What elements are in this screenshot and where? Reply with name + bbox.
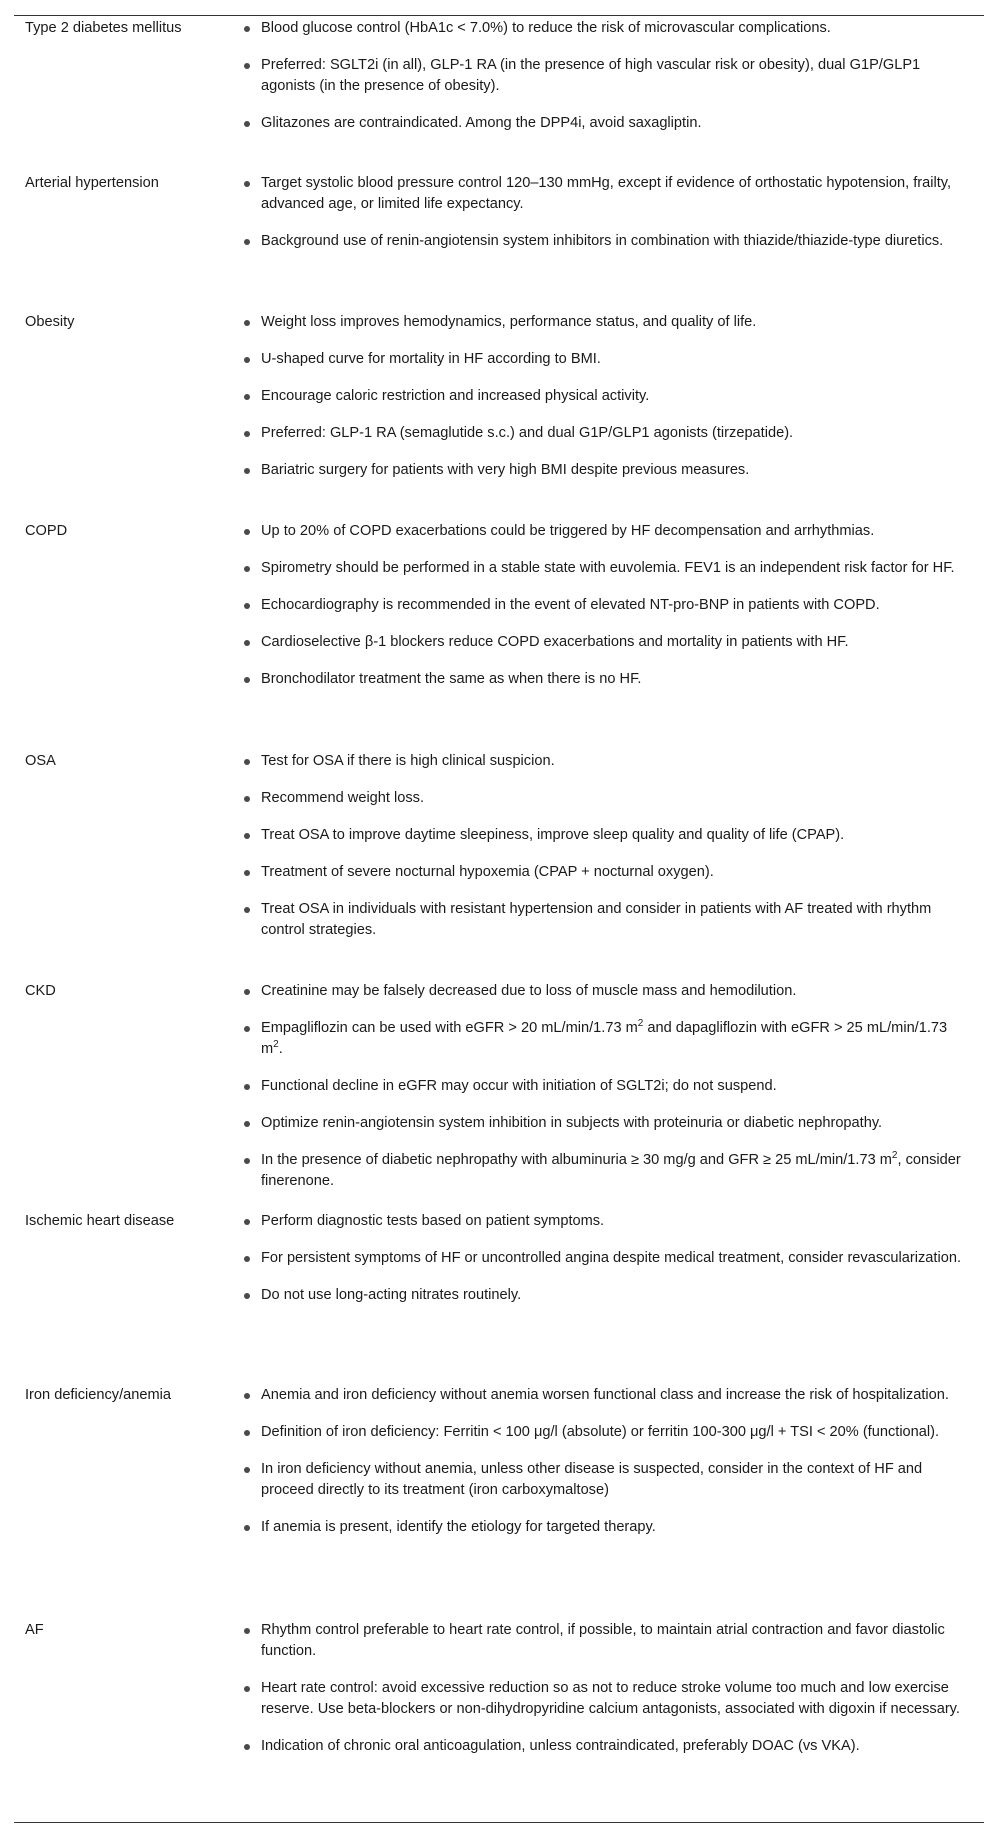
recommendation-text: Optimize renin-angiotensin system inhibition in subjects with proteinuria or diabetic nephropathy. [261,1115,883,1131]
list-item [244,386,964,407]
list-item [244,1285,964,1306]
condition-label: CKD [25,983,56,999]
list-item [244,173,964,215]
list-item [244,1620,964,1662]
recommendation-text: Up to 20% of COPD exacerbations could be triggered by HF decompensation and arrhythmias. [261,523,875,539]
bullet-icon [244,394,250,400]
condition-label: Type 2 diabetes mellitus [25,20,182,36]
recommendation-text: Functional decline in eGFR may occur with initiation of SGLT2i; do not suspend. [261,1078,777,1094]
recommendation-text: Spirometry should be performed in a stable state with euvolemia. FEV1 is an independent risk factor for HF. [261,560,955,576]
list-item [244,1211,964,1232]
list-item [244,632,964,653]
bullet-icon [244,1121,250,1127]
list-item [244,423,964,444]
list-item [244,1736,964,1757]
bullet-icon [244,1293,250,1299]
bullet-icon [244,1467,250,1473]
condition-label: COPD [25,523,68,539]
condition-label: Iron deficiency/anemia [25,1387,172,1403]
bullet-icon [244,239,250,245]
list-item [244,1248,964,1269]
bullet-icon [244,603,250,609]
condition-label: AF [25,1622,44,1638]
list-item [244,788,964,809]
recommendation-text: Treat OSA to improve daytime sleepiness, improve sleep quality and quality of life (CPAP). [261,827,845,843]
recommendation-text: In the presence of diabetic nephropathy with albuminuria ≥ 30 mg/g and GFR ≥ 25 mL/min/1.73 $m^2$, consider finerenone. [261,1150,961,1189]
list-item [244,751,964,772]
bullet-icon [244,1219,250,1225]
list-item [244,1422,964,1443]
recommendation-text: In iron deficiency without anemia, unless other disease is suspected, consider in the context of HF and proceed directly to its treatment (iron carboxymaltose) [261,1461,923,1498]
list-item [244,1150,964,1192]
bullet-icon [244,1430,250,1436]
list-item [244,825,964,846]
bullet-icon [244,1084,250,1090]
list-item [244,349,964,370]
recommendation-text: Anemia and iron deficiency without anemia worsen functional class and increase the risk of hospitalization. [261,1387,949,1403]
list-item [244,460,964,481]
bullet-icon [244,796,250,802]
list-item [244,55,964,97]
recommendation-text: Indication of chronic oral anticoagulation, unless contraindicated, preferably DOAC (vs VKA). [261,1738,860,1754]
bullet-icon [244,1525,250,1531]
recommendation-text: Treatment of severe nocturnal hypoxemia (CPAP + nocturnal oxygen). [261,864,714,880]
bullet-icon [244,357,250,363]
recommendation-list [244,1620,964,1773]
recommendation-text: Target systolic blood pressure control 120–130 mmHg, except if evidence of orthostatic hypotension, frailty, advanced age, or limited life expectancy. [261,175,952,212]
condition-label: Ischemic heart disease [25,1213,175,1229]
recommendation-text: Cardioselective β-1 blockers reduce COPD exacerbations and mortality in patients with HF. [261,634,849,650]
recommendation-text: Empagliflozin can be used with eGFR > 20 mL/min/1.73 $m^2$ and dapagliflozin with eGFR > 25 mL/min/1.73 $m^2$. [261,1018,948,1057]
list-item [244,18,964,39]
condition-label: Arterial hypertension [25,175,159,191]
recommendation-text: Bariatric surgery for patients with very high BMI despite previous measures. [261,462,750,478]
list-item [244,862,964,883]
list-item [244,1678,964,1720]
recommendation-text: Definition of iron deficiency: Ferritin < 100 μg/l (absolute) or ferritin 100-300 μg/l + TSI < 20% (functional). [261,1424,940,1440]
bullet-icon [244,833,250,839]
bullet-icon [244,907,250,913]
bullet-icon [244,640,250,646]
recommendation-text: Creatinine may be falsely decreased due to loss of muscle mass and hemodilution. [261,983,797,999]
recommendation-text: Background use of renin-angiotensin system inhibitors in combination with thiazide/thiazide-type diuretics. [261,233,944,249]
recommendation-list [244,173,964,268]
recommendation-text: Bronchodilator treatment the same as when there is no HF. [261,671,642,687]
bullet-icon [244,870,250,876]
list-item [244,669,964,690]
recommendation-text: Preferred: SGLT2i (in all), GLP-1 RA (in the presence of high vascular risk or obesity), dual G1P/GLP1 agonists (in the presence of obesity). [261,57,921,94]
recommendation-text: Preferred: GLP-1 RA (semaglutide s.c.) and dual G1P/GLP1 agonists (tirzepatide). [261,425,794,441]
bullet-icon [244,1744,250,1750]
list-item [244,1385,964,1406]
list-item [244,1459,964,1501]
bullet-icon [244,989,250,995]
recommendation-text: Echocardiography is recommended in the event of elevated NT-pro-BNP in patients with COPD. [261,597,880,613]
condition-label: Obesity [25,314,75,330]
recommendation-text: Glitazones are contraindicated. Among the DPP4i, avoid saxagliptin. [261,115,702,131]
recommendation-list [244,1211,964,1322]
bullet-icon [244,1686,250,1692]
bullet-icon [244,1256,250,1262]
list-item [244,1517,964,1538]
recommendation-list [244,312,964,497]
recommendation-text: U-shaped curve for mortality in HF according to BMI. [261,351,601,367]
list-item [244,558,964,579]
list-item [244,1076,964,1097]
bullet-icon [244,26,250,32]
recommendation-text: Rhythm control preferable to heart rate control, if possible, to maintain atrial contraction and favor diastolic function. [261,1622,945,1659]
bullet-icon [244,431,250,437]
recommendation-text: Recommend weight loss. [261,790,425,806]
bullet-icon [244,1628,250,1634]
list-item [244,1113,964,1134]
recommendation-text: Do not use long-acting nitrates routinely. [261,1287,522,1303]
bullet-icon [244,468,250,474]
list-item [244,899,964,941]
table-bottom-rule [14,1822,984,1823]
recommendation-list [244,981,964,1208]
recommendation-text: Test for OSA if there is high clinical suspicion. [261,753,555,769]
recommendation-text: Treat OSA in individuals with resistant hypertension and consider in patients with AF treated with rhythm control strategies. [261,901,932,938]
recommendation-text: If anemia is present, identify the etiology for targeted therapy. [261,1519,656,1535]
recommendation-text: Encourage caloric restriction and increased physical activity. [261,388,650,404]
bullet-icon [244,759,250,765]
list-item [244,521,964,542]
list-item [244,113,964,134]
bullet-icon [244,1158,250,1164]
recommendation-list [244,18,964,150]
bullet-icon [244,1026,250,1032]
recommendation-text: For persistent symptoms of HF or uncontrolled angina despite medical treatment, consider revascularization. [261,1250,962,1266]
bullet-icon [244,63,250,69]
list-item [244,231,964,252]
bullet-icon [244,320,250,326]
list-item [244,1018,964,1060]
recommendation-list [244,521,964,706]
recommendation-text: Heart rate control: avoid excessive reduction so as not to reduce stroke volume too much and low exercise reserve. Use beta-blockers or non-dihydropyridine calcium antagonists, associated with digoxin if necessary. [261,1680,960,1717]
recommendation-list [244,1385,964,1554]
list-item [244,312,964,333]
bullet-icon [244,1393,250,1399]
list-item [244,981,964,1002]
bullet-icon [244,677,250,683]
condition-label: OSA [25,753,56,769]
list-item [244,595,964,616]
bullet-icon [244,181,250,187]
bullet-icon [244,121,250,127]
recommendation-text: Perform diagnostic tests based on patient symptoms. [261,1213,605,1229]
recommendation-text: Blood glucose control (HbA1c < 7.0%) to reduce the risk of microvascular complications. [261,20,831,36]
recommendation-text: Weight loss improves hemodynamics, performance status, and quality of life. [261,314,757,330]
bullet-icon [244,566,250,572]
recommendation-list [244,751,964,957]
table-top-rule [14,15,984,16]
bullet-icon [244,529,250,535]
